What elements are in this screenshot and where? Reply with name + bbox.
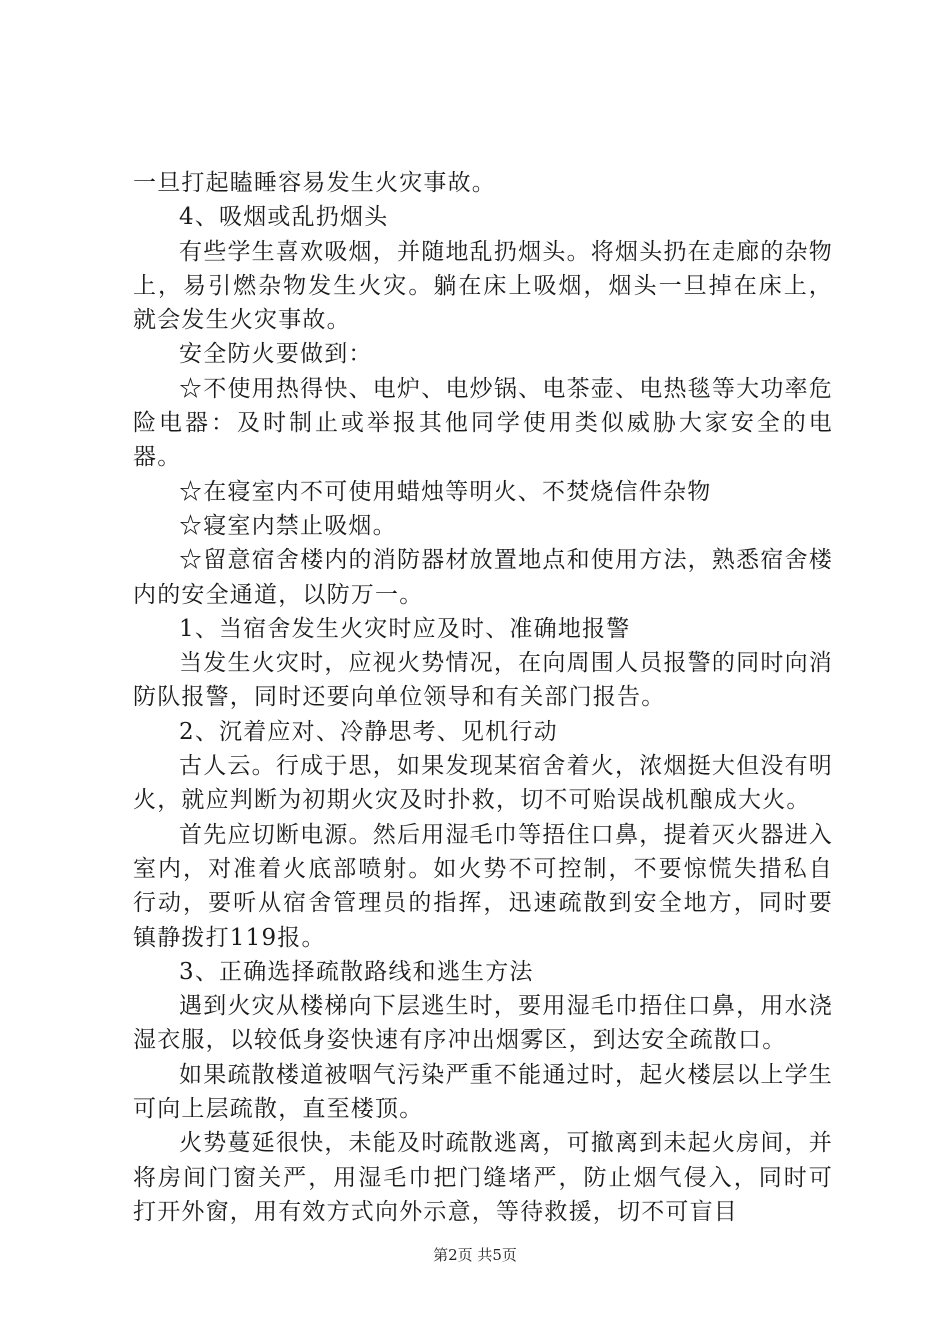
paragraph-cut-power: 首先应切断电源。然后用湿毛巾等捂住口鼻，提着灭火器进入室内，对准着火底部喷射。如火势不可控制，不要惊慌失措私自行动，要听从宿舍管理员的指挥，迅速疏散到安全地方，同时要镇静拨打119报。 bbox=[133, 821, 833, 951]
rule-item: ☆在寝室内不可使用蜡烛等明火、不焚烧信件杂物 bbox=[179, 478, 712, 505]
body-text bbox=[133, 166, 833, 1229]
rule-item: ☆不使用热得快、电炉、电炒锅、电茶壶、电热毯等大功率危险电器：及时制止或举报其他同学使用类似威胁大家安全的电器。 bbox=[133, 375, 833, 471]
paragraph-continuation: 一旦打起瞌睡容易发生火灾事故。 bbox=[133, 170, 496, 196]
paragraph-evacuation-upward: 如果疏散楼道被咽气污染严重不能通过时，起火楼层以上学生可向上层疏散，直至楼顶。 bbox=[133, 1061, 833, 1123]
paragraph-report-alarm: 当发生火灾时，应视火势情况，在向周围人员报警的同时向消防队报警，同时还要向单位领导和有关部门报告。 bbox=[133, 650, 833, 711]
heading-evacuation: 3、正确选择疏散路线和逃生方法 bbox=[179, 958, 534, 985]
paragraph-shelter-in-room: 火势蔓延很快，未能及时疏散逃离，可撤离到未起火房间，并将房间门窗关严，用湿毛巾把门缝堵严，防止烟气侵入，同时可打开外窗，用有效方式向外示意，等待救援，切不可盲目 bbox=[133, 1130, 833, 1225]
heading-smoking: 4、吸烟或乱扔烟头 bbox=[179, 204, 389, 231]
paragraph-stay-calm: 古人云。行成于思，如果发现某宿舍着火，浓烟挺大但没有明火，就应判断为初期火灾及时扑救，切不可贻误战机酿成大火。 bbox=[133, 753, 833, 814]
rule-item: ☆寝室内禁止吸烟。 bbox=[179, 512, 397, 539]
heading-report-alarm: 1、当宿舍发生火灾时应及时、准确地报警 bbox=[179, 615, 631, 642]
paragraph-evacuation-stairs: 遇到火灾从楼梯向下层逃生时，要用湿毛巾捂住口鼻，用水浇湿衣服，以较低身姿快速有序冲出烟雾区，到达安全疏散口。 bbox=[133, 993, 833, 1054]
page-number-footer: 第2页 共5页 bbox=[433, 1246, 517, 1264]
paragraph-smoking: 有些学生喜欢吸烟，并随地乱扔烟头。将烟头扔在走廊的杂物上，易引燃杂物发生火灾。躺在床上吸烟，烟头一旦掉在床上，就会发生火灾事故。 bbox=[133, 238, 833, 334]
heading-stay-calm: 2、沉着应对、冷静思考、见机行动 bbox=[179, 718, 558, 745]
rule-item: ☆留意宿舍楼内的消防器材放置地点和使用方法，熟悉宿舍楼内的安全通道，以防万一。 bbox=[133, 547, 833, 608]
heading-fire-safety: 安全防火要做到： bbox=[179, 341, 373, 368]
